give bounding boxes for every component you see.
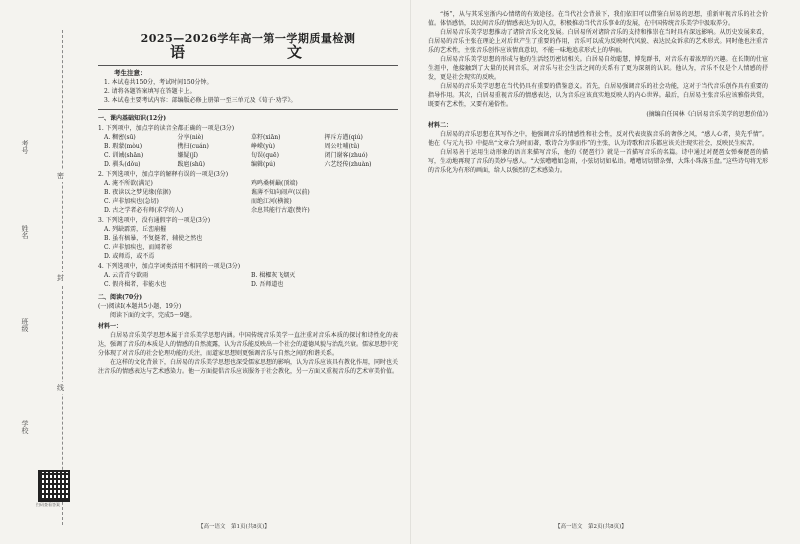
left-page — [98, 10, 398, 376]
passage-paragraph: 白居易音乐美学思想本属于音乐美学思想内涵。中国传统音乐美学一直注重对音乐本质的探讨和诗性化的表达，强调了音乐的本质是人的情感的自然流露，认为音乐能反映出一个社会的道德风貌与治乱兴衰。儒家思想中充分体现了对音乐的社会伦理功能的关注，而道家思想则更强调音乐与自然之间的和谐关系。 — [98, 332, 399, 357]
option: D. 或师焉，或不焉 — [104, 253, 155, 260]
class-label: 班级 — [21, 318, 29, 332]
qr-caption: 扫码查看答案 — [36, 502, 60, 507]
option: 闭门谢客(zhuó) — [324, 152, 368, 159]
material-title: 材料二： — [428, 122, 453, 129]
option: B. 虽有槁暴，不复挺者，辅使之然也 — [104, 235, 203, 242]
option: D. 古之学者必有师(求学的人) — [104, 207, 184, 214]
option: C. 假舟楫者，非能水也 — [104, 281, 167, 288]
option: 谯薄不知向闹声(以前) — [251, 189, 310, 196]
subject-title: 语 文 — [169, 43, 326, 61]
option: 跋扈(shū) — [177, 161, 205, 168]
question-options — [98, 271, 398, 289]
passage-paragraph: 白居易音乐美学思想推动了诸阶音乐文化发展。白居易所对诸阶音乐的支持和推崇在当时具有深远影响。从历史发展来看，白居易的音乐主张在理论上对后世产生了重要的作用，音乐可以成为反映时代风貌、表达民众诉求的艺术形式。同时他也注重音乐的艺术性，主张音乐创作应该情真意切，不能一味地追求形式上的华丽。 — [428, 29, 768, 54]
passage-paragraph: 白居易的音乐美学思想在当代仍具有重要的借鉴意义。首先，白居易强调音乐的社会功能，这对于当代音乐创作具有重要的指导作用。其次，白居易重视音乐的情感表达，认为音乐应该真实地反映人的内心世界。最后，白居易主张音乐应该雅俗共赏，既要有艺术性，又要有通俗性。 — [428, 83, 768, 108]
option: 编辑(pú) — [251, 161, 276, 168]
option: A. 云青青兮欲雨 — [104, 272, 149, 279]
passage-paragraph: “扬”，从与其采室浙内心情绪的有效途径。在当代社会背景下，我们依旧可以借鉴白居易的思想，重新审视音乐的社会价值。体悟感悟，以民间音乐的情感表达为切入点，积极推动当代音乐事业的发展，在中国传统音乐美学中汲取养分。 — [428, 11, 768, 27]
question-stem: 4. 下列选项中，加点字词类活用不相同的一项是(3分) — [98, 263, 241, 270]
passage-paragraph: 在这样的文化背景下，白居易的音乐美学思想也深受儒家思想的影响，认为音乐应该具有教化作用，同时也关注音乐的情感表达与艺术感染力。他一方面提倡音乐应该服务于社会教化，另一方面又重视音乐的艺术审美价值。 — [98, 359, 399, 375]
page-fold — [410, 0, 411, 544]
section-heading: 一、课内基础知识(12分) — [98, 115, 167, 122]
name-label: 姓名 — [21, 225, 29, 239]
option: D. 吾师道也 — [251, 281, 284, 288]
question-stem: 2. 下列选项中，加点字的解释有误的一项是(3分) — [98, 171, 229, 178]
passage-paragraph: 白居易的音乐思想在其写作之中，他强调音乐的情感性和社会性，反对代表贵族音乐的奢侈之风，“感人心者，莫先乎情”。他在《与元九书》中提出“文章合为时而著，歌诗合为事而作”的主张，认为诗歌和音乐都应该关注现实社会，反映民生疾苦。 — [428, 131, 768, 147]
right-page — [428, 10, 768, 175]
page-footer-right: 【高一语文 第2页(共8页)】 — [555, 524, 627, 530]
option: 鸡鸣桑树巅(顶端) — [251, 180, 298, 187]
option: 嫌疑(jǐ) — [177, 152, 198, 159]
binding-margin — [0, 0, 96, 544]
question-stem: 3. 下列选项中，没有通假字的一项是(3分) — [98, 217, 211, 224]
subsection-heading: (一)阅读Ⅰ(本题共5小题，19分) — [98, 303, 182, 310]
option: 旬误(quē) — [251, 152, 279, 159]
page-footer-left: 【高一语文 第1页(共8页)】 — [198, 524, 270, 530]
question-options — [98, 179, 398, 215]
notice-item: 3. 本试卷主要考试内容：部编版必修上册第一至三单元及《荀子·劝学》。 — [104, 97, 297, 104]
exam-title: 2025—2026学年高一第一学期质量检测 — [140, 32, 356, 45]
option: 分享(niè) — [177, 134, 204, 141]
qr-code[interactable] — [38, 470, 70, 502]
notice-item: 2. 请将各题答案填写在答题卡上。 — [104, 88, 196, 95]
option: 周公吐哺(tǔ) — [324, 143, 360, 150]
passage-paragraph: 白居易音乐美学思想的形成与他的生活经历密切相关。白居易自幼聪慧，博览群书，对音乐有着浓厚的兴趣。在长期的仕宦生涯中，他接触到了大量的民间音乐，对音乐与社会生活之间的关系有了更为深刻的认识。他认为，音乐不仅是个人情感的抒发，更是社会现实的反映。 — [428, 56, 768, 81]
option: 挥斥方遒(qiú) — [324, 134, 363, 141]
option: 六艺经传(zhuàn) — [324, 161, 372, 168]
option: C. 声非加疾也(急切) — [104, 198, 159, 205]
binding-mark-line: 线 — [57, 384, 64, 392]
option: B. 瑕蒙(mòu) — [104, 143, 143, 150]
candidate-notice — [98, 65, 398, 110]
binding-mark-seal: 密 — [57, 172, 64, 180]
notice-title: 考生注意： — [114, 69, 147, 77]
option: 峥嵘(yù) — [251, 143, 275, 150]
binding-mark-envelope: 封 — [57, 274, 64, 282]
section-heading: 二、阅读(70分) — [98, 294, 143, 301]
source-citation: (摘编自任国林《白居易音乐美学的思想价值》) — [646, 111, 768, 118]
option: B. 夜读以之梦见缘(依据) — [104, 189, 171, 196]
notice-item: 1. 本试卷共150分，考试时间150分钟。 — [104, 79, 213, 86]
option: A. 稠密(sū) — [104, 134, 136, 141]
reading-instruction: 阅读下面的文字，完成5～9题。 — [110, 312, 196, 319]
option: C. 声非加疾也，而闻者彰 — [104, 244, 173, 251]
option: 草籽(xiān) — [251, 134, 281, 141]
school-label: 学校 — [21, 420, 29, 434]
option: D. 驯头(dǒu) — [104, 161, 141, 168]
exam-number-label: 考号 — [21, 140, 29, 154]
option: B. 楫櫂灰飞烟灭 — [251, 272, 296, 279]
option: 余息其能行古道(赞许) — [251, 207, 310, 214]
material-title: 材料一： — [98, 323, 123, 330]
option: A. 列缺霹雳，丘峦崩摧 — [104, 226, 167, 233]
question-stem: 1. 下列项中，加点字的读音全都正确的一项是(3分) — [98, 125, 235, 132]
question-options — [98, 133, 398, 169]
option: 而绝江河(横渡) — [251, 198, 292, 205]
option: C. 训诫(shān) — [104, 152, 144, 159]
option: A. 淹不所欲(满足) — [104, 180, 153, 187]
option: 携扫(cuán) — [177, 143, 209, 150]
passage-paragraph: 白居易善于运用生动形象的语言来描写音乐，他的《琵琶行》就是一首描写音乐的名篇。诗中通过对琵琶女弹奏琵琶的描写，生动地再现了音乐的美妙与感人。“大弦嘈嘈如急雨，小弦切切如私语。嘈嘈切切错杂弹，大珠小珠落玉盘。”这些诗句将无形的音乐化为有形的画面，给人以强烈的艺术感染力。 — [428, 149, 768, 174]
